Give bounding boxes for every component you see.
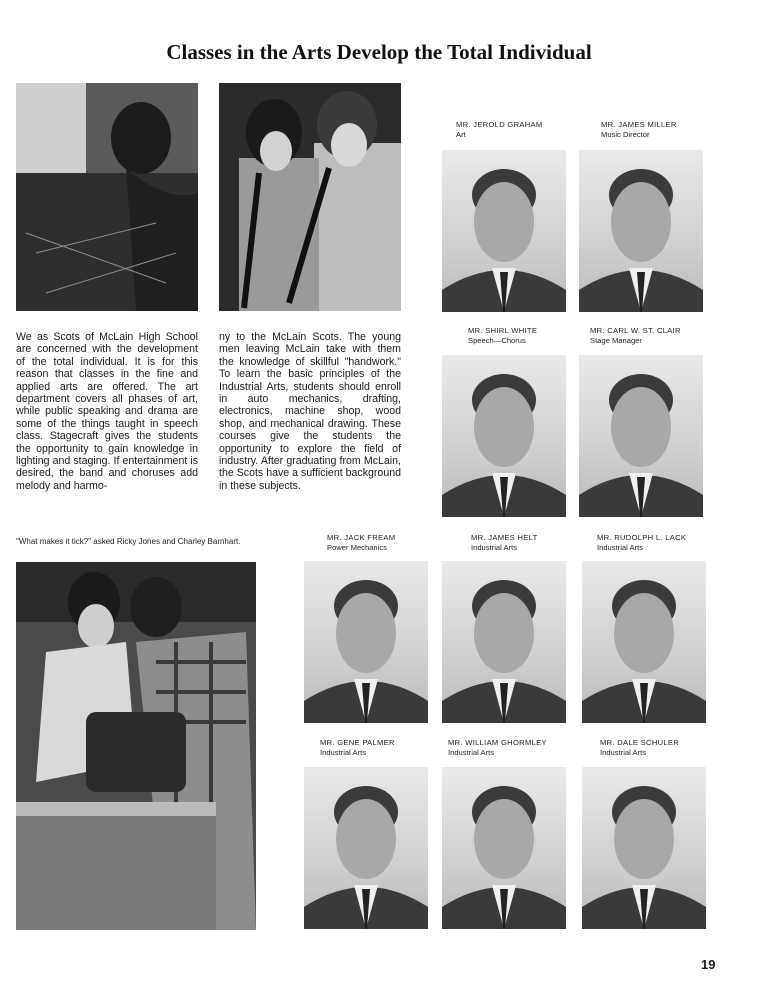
faculty-role: Industrial Arts: [600, 748, 647, 757]
faculty-caption: [597, 533, 686, 553]
photo-caption: "What makes it tick?" asked Ricky Jones and Charley Barnhart.: [16, 537, 241, 546]
faculty-name: MR. CARL W. ST. CLAIR: [590, 326, 681, 335]
faculty-caption: [456, 120, 543, 140]
faculty-role: Industrial Arts: [471, 543, 518, 552]
faculty-name: MR. JAMES MILLER: [601, 120, 677, 129]
faculty-name: MR. WILLIAM GHORMLEY: [448, 738, 547, 747]
portrait-photo: [442, 561, 566, 723]
faculty-caption: [590, 326, 681, 346]
faculty-name: MR. JAMES HELT: [471, 533, 538, 542]
page-title: Classes in the Arts Develop the Total Individual: [166, 40, 592, 64]
page-number: 19: [701, 957, 716, 972]
faculty-role: Power Mechanics: [327, 543, 387, 552]
portrait-photo: [579, 150, 703, 312]
portrait-photo: [442, 150, 566, 312]
faculty-name: MR. GENE PALMER: [320, 738, 395, 747]
faculty-caption: [468, 326, 537, 346]
faculty-role: Music Director: [601, 130, 650, 139]
faculty-caption: [320, 738, 395, 758]
faculty-caption: [327, 533, 395, 553]
faculty-caption: [448, 738, 547, 758]
portrait-photo: [304, 561, 428, 723]
faculty-caption: [471, 533, 538, 553]
faculty-name: MR. DALE SCHULER: [600, 738, 680, 747]
faculty-caption: [600, 738, 679, 758]
faculty-name: MR. JEROLD GRAHAM: [456, 120, 543, 129]
faculty-caption: [601, 120, 677, 140]
portrait-photo: [304, 767, 428, 929]
faculty-name: MR. JACK FREAM: [327, 533, 396, 542]
portrait-photo: [442, 767, 566, 929]
faculty-name: MR. RUDOLPH L. LACK: [597, 533, 687, 542]
faculty-role: Art: [456, 130, 466, 139]
faculty-role: Speech—Chorus: [468, 336, 526, 345]
faculty-role: Industrial Arts: [320, 748, 367, 757]
faculty-role: Industrial Arts: [597, 543, 644, 552]
portrait-photo: [442, 355, 566, 517]
body-text-column-1: We as Scots of McLain High School are concerned with the development of the total individual. It is for this reason that classes in the fine and applied arts are offered. The art department covers all phases of art, while public speaking and drama are some of the things taught in speech class. Stagecraft gives the students the opportunity to gain knowledge in lighting and staging. If entertainment is desired, the band and choruses add melody and harmo-: [16, 331, 198, 492]
clarinet-photo: [219, 83, 401, 311]
faculty-role: Industrial Arts: [448, 748, 495, 757]
body-text-column-2: ny to the McLain Scots. The young men leaving McLain take with them the knowledge of skillful "handwork." To learn the basic principles of the Industrial Arts, students should enroll in auto mechanics, drafting, electronics, machine shop, wood shop, and mechanical drawing. These courses give the students the opportunity to explore the field of industry. After graduating from McLain, the Scots have a sufficient background in these subjects.: [219, 331, 401, 492]
portrait-photo: [582, 767, 706, 929]
faculty-name: MR. SHIRL WHITE: [468, 326, 538, 335]
portrait-photo: [582, 561, 706, 723]
engine-repair-photo: [16, 562, 256, 930]
portrait-photo: [579, 355, 703, 517]
welding-photo: [16, 83, 198, 311]
faculty-role: Stage Manager: [590, 336, 642, 345]
